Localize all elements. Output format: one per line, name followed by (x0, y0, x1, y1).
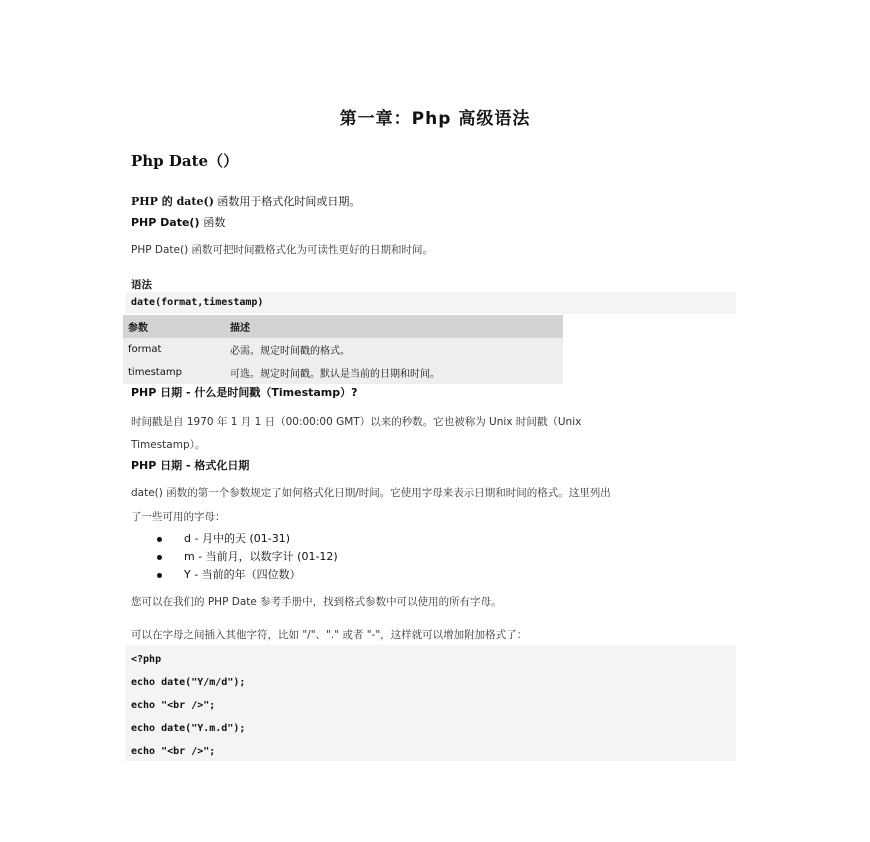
bullet-text: d - 月中的天 (01-31) (184, 532, 290, 545)
param-name: timestamp (123, 361, 225, 384)
intro-text: 函数用于格式化时间或日期。 (217, 195, 361, 208)
intro-code: PHP 的 date() (131, 195, 214, 208)
syntax-code: date(format,timestamp) (131, 297, 264, 308)
params-table (123, 315, 563, 384)
sub-heading (131, 214, 225, 230)
separator-text: 可以在字母之间插入其他字符，比如 "/"、"." 或者 "-"，这样就可以增加附加格式了： (131, 629, 528, 641)
format-text-2: 了一些可用的字母： (131, 511, 226, 523)
code-line: echo date("Y.m.d"); (131, 723, 246, 734)
bullet-icon (157, 573, 162, 578)
code-line: echo "<br />"; (131, 746, 216, 757)
intro-line (131, 193, 360, 209)
timestamp-heading: PHP 日期 - 什么是时间戳（Timestamp）? (131, 386, 358, 399)
timestamp-text-2: Timestamp）。 (131, 439, 206, 451)
bullet-icon (157, 555, 162, 560)
params-header-param: 参数 (123, 315, 225, 338)
code-line: echo date("Y/m/d"); (131, 677, 246, 688)
params-header-row (123, 315, 563, 338)
timestamp-text-1: 时间戳是自 1970 年 1 月 1 日（00:00:00 GMT）以来的秒数。它也被称为 Unix 时间戳（Unix (131, 416, 582, 428)
bullet-text: Y - 当前的年（四位数） (184, 568, 301, 581)
param-desc: 必需。规定时间戳的格式。 (225, 338, 563, 361)
table-row (123, 361, 563, 384)
code-line: <?php (131, 654, 162, 665)
date-description: PHP Date() 函数可把时间戳格式化为可读性更好的日期和时间。 (131, 244, 434, 256)
chapter-title: 第一章：Php 高级语法 (339, 109, 531, 129)
list-item (157, 530, 290, 546)
syntax-label: 语法 (131, 279, 152, 291)
param-desc: 可选。规定时间戳。默认是当前的日期和时间。 (225, 361, 563, 384)
format-text-1: date() 函数的第一个参数规定了如何格式化日期/时间。它使用字母来表示日期和时间的格式。这里列出 (131, 487, 611, 499)
list-item (157, 566, 301, 582)
bullet-text: m - 当前月，以数字计 (01-12) (184, 550, 338, 563)
params-header-desc: 描述 (225, 315, 563, 338)
bullet-icon (157, 537, 162, 542)
table-row (123, 338, 563, 361)
sub-heading-text: 函数 (203, 216, 226, 229)
section-title: Php Date（） (131, 152, 239, 170)
param-name: format (123, 338, 225, 361)
format-heading: PHP 日期 - 格式化日期 (131, 459, 250, 472)
code-block (126, 645, 736, 761)
code-line: echo "<br />"; (131, 700, 216, 711)
list-item (157, 548, 338, 564)
reference-text: 您可以在我们的 PHP Date 参考手册中，找到格式参数中可以使用的所有字母。 (131, 596, 502, 608)
sub-heading-code: PHP Date() (131, 216, 200, 229)
